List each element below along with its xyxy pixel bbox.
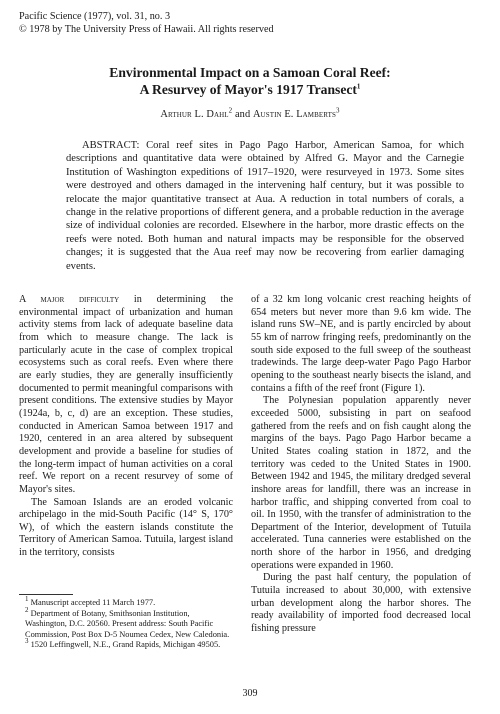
page-number: 309 (242, 688, 258, 699)
author-dahl: Arthur L. Dahl (160, 109, 229, 120)
author-line (0, 106, 500, 120)
footnote-3-text: 1520 Leffingwell, N.E., Grand Rapids, Michigan 49505. (28, 640, 221, 650)
urban-development-paragraph: During the past half century, the population of Tutuila increased to about 30,000, with extensive urban development along the harbor shores. The ready availability of imported food decreased local fishing pressure (251, 572, 471, 635)
title-footnote-mark: 1 (356, 82, 361, 91)
footnote-2 (19, 605, 233, 641)
footnote-1 (19, 595, 233, 609)
abstract-label: ABSTRACT: (82, 140, 140, 151)
article-title-line2 (0, 81, 500, 98)
body-column-left (19, 294, 233, 560)
footnote-1-mark: 1 (25, 595, 29, 604)
footnote-3 (19, 637, 233, 651)
samoa-paragraph: The Samoan Islands are an eroded volcanic archipelago in the mid-South Pacific (14° S, 170° W), of which the eastern islands constitute the Territory of American Samoa. Tutuila, largest island in the territory, consists (19, 496, 233, 559)
footnote-2-text: Department of Botany, Smithsonian Institution, Washington, D.C. 20560. Present address: South Pacific Commission, Post Box D-5 Noumea Cedex, New Caledonia. (25, 608, 230, 639)
article-title-line1: Environmental Impact on a Samoan Coral Reef: (109, 65, 391, 80)
copyright-notice: © 1978 by The University Press of Hawaii. All rights reserved (19, 24, 274, 35)
abstract-text: Coral reef sites in Pago Pago Harbor, American Samoa, for which descriptions and quantitative data were obtained by Alfred G. Mayor and the Carnegie Institution of Washington expeditions of 1917–1920, were resurveyed in 1973. Some sites were destroyed and others damaged in the intervening half century, but it was possible to relocate the major quantitative transect at Aua. A reduction in total numbers of corals, a change in the relative proportions of different genera, and a probable reduction in the average size of individual colonies are recorded. Elsewhere in the harbor, more drastic effects on the reefs were noted. Both human and natural impacts may be responsible for the observed changes; it is suggested that the Aua reef may now be recovering from earlier damaging events. (66, 140, 464, 272)
author-dahl-footnote-mark: 2 (228, 106, 233, 115)
intro-lead-words: A major difficulty (19, 294, 120, 305)
footnote-3-mark: 3 (25, 637, 29, 646)
abstract (66, 139, 464, 273)
author-conjunction: and (232, 109, 253, 120)
footnotes (19, 595, 233, 651)
journal-citation: Pacific Science (1977), vol. 31, no. 3 (19, 11, 171, 22)
footnote-1-text: Manuscript accepted 11 March 1977. (28, 598, 156, 607)
body-column-right (251, 294, 471, 636)
article-title-text: A Resurvey of Mayor's 1917 Transect (139, 82, 357, 97)
intro-text: in determining the environmental impact of urbanization and human activity stems from lack of adequate baseline data from which to measure change. The lack is particularly acute in the case of complex tropical ecosystems such as coral reefs. Even where there are early studies, they are generally insufficiently documented to permit meaningful comparisons with present conditions. The extensive studies by Mayor (1924a, b, c, d) are an exception. These studies, conducted in American Samoa between 1917 and 1920, centered in an area altered by subsequent development and provide a baseline for studies of the long-term impact of human activities on a coral reef. We report on a recent resurvey of some of Mayor's sites. (19, 294, 233, 495)
author-lamberts: Austin E. Lamberts (252, 109, 336, 120)
population-paragraph: The Polynesian population apparently never exceeded 5000, subsisting in part on seafood gathered from the reefs and on fish caught along the margins of the bays. Pago Pago Harbor became a United States coaling station in 1872, and the territory was ceded to the United States in 1900. Between 1942 and 1945, the military dredged several inshore areas for landfill, there was an increase in harbor traffic, and shipping converted from coal to oil. In 1950, with the transfer of administration to the Department of the Interior, development of Tutuila accelerated. Tuna canneries were established on the north shore of the harbor in 1956, and dredging operations were expanded in 1960. (251, 395, 471, 571)
footnote-2-mark: 2 (25, 605, 29, 614)
author-lamberts-footnote-mark: 3 (336, 106, 340, 115)
geography-paragraph: of a 32 km long volcanic crest reaching heights of 654 meters but never more than 9.6 km wide. The island runs SW–NE, and is partly encircled by about 55 km of narrow fringing reefs, predominantly on the south side exposed to the full sweep of the southeast tradewinds. The large deep-water Pago Pago Harbor opening to the southeast nearly bisects the island, and contains a fifth of the reef front (Figure 1). (251, 294, 471, 394)
intro-paragraph (19, 294, 233, 497)
